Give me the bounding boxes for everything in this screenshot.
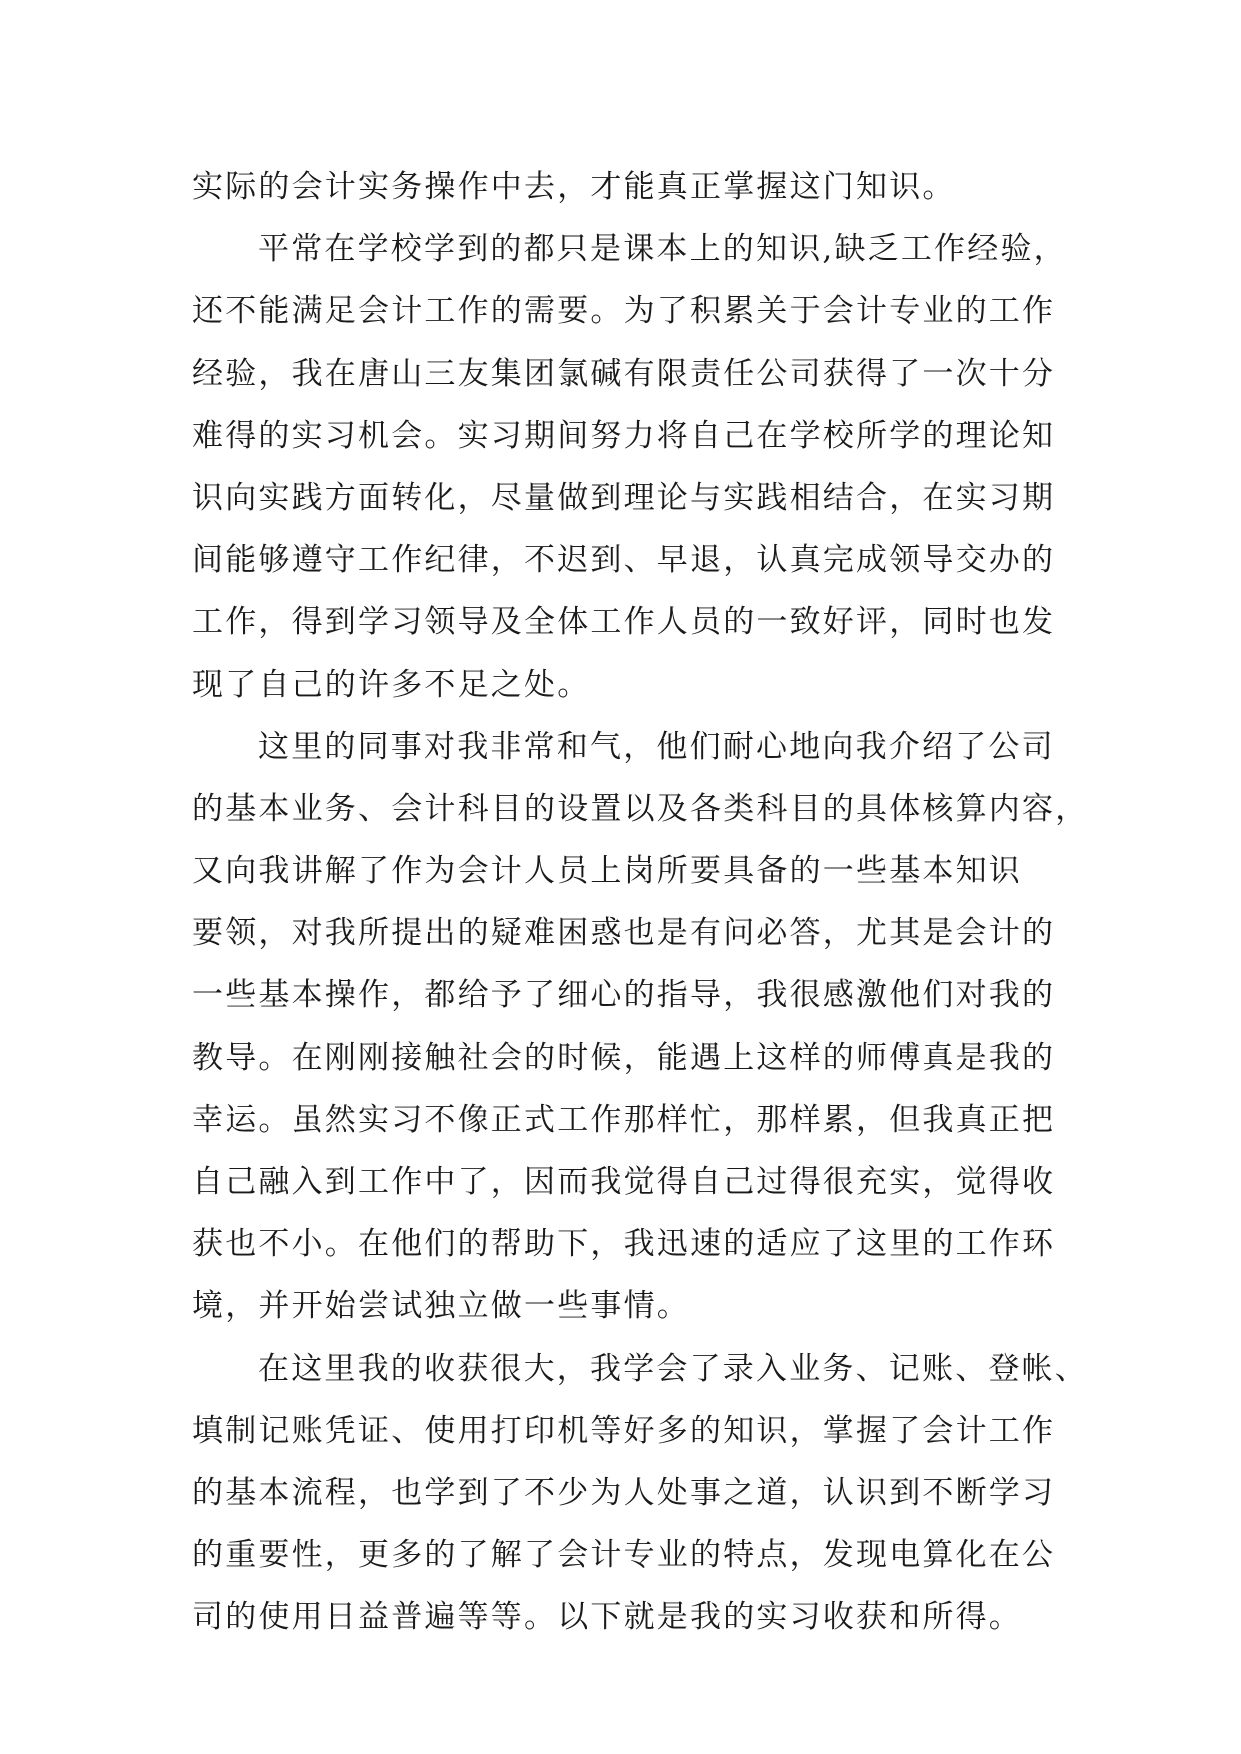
- text-line: 境，并开始尝试独立做一些事情。: [192, 1288, 690, 1325]
- paragraph-start-line: 平常在学校学到的都只是课本上的知识,缺乏工作经验，: [258, 231, 1067, 268]
- text-line: 的基本流程，也学到了不少为人处事之道，认识到不断学习: [192, 1474, 1056, 1511]
- text-line: 间能够遵守工作纪律，不迟到、早退，认真完成领导交办的: [192, 542, 1056, 579]
- text-line: 填制记账凭证、使用打印机等好多的知识，掌握了会计工作: [192, 1412, 1056, 1449]
- document-body: [192, 156, 1089, 1649]
- text-line: 的基本业务、会计科目的设置以及各类科目的具体核算内容，: [192, 790, 1089, 827]
- text-line: 获也不小。在他们的帮助下，我迅速的适应了这里的工作环: [192, 1226, 1056, 1263]
- text-line: 现了自己的许多不足之处。: [192, 666, 591, 703]
- text-line: 工作，得到学习领导及全体工作人员的一致好评，同时也发: [192, 604, 1056, 641]
- paragraph-start-line: 这里的同事对我非常和气，他们耐心地向我介绍了公司: [258, 728, 1055, 765]
- text-line: 教导。在刚刚接触社会的时候，能遇上这样的师傅真是我的: [192, 1039, 1056, 1076]
- text-line: 经验，我在唐山三友集团氯碱有限责任公司获得了一次十分: [192, 355, 1056, 392]
- text-line: 幸运。虽然实习不像正式工作那样忙，那样累，但我真正把: [192, 1101, 1056, 1138]
- text-line: 要领，对我所提出的疑难困惑也是有问必答，尤其是会计的: [192, 915, 1056, 952]
- text-line: 司的使用日益普遍等等。以下就是我的实习收获和所得。: [192, 1599, 1022, 1636]
- text-line: 识向实践方面转化，尽量做到理论与实践相结合，在实习期: [192, 479, 1056, 516]
- text-line: 难得的实习机会。实习期间努力将自己在学校所学的理论知: [192, 417, 1056, 454]
- text-line: 实际的会计实务操作中去，才能真正掌握这门知识。: [192, 169, 956, 205]
- text-line: 自己融入到工作中了，因而我觉得自己过得很充实，觉得收: [192, 1164, 1056, 1200]
- text-line: 又向我讲解了作为会计人员上岗所要具备的一些基本知识: [192, 853, 1022, 890]
- text-line: 还不能满足会计工作的需要。为了积累关于会计专业的工作: [192, 293, 1056, 330]
- paragraph-start-line: 在这里我的收获很大，我学会了录入业务、记账、登帐、: [258, 1350, 1088, 1387]
- text-line: 的重要性，更多的了解了会计专业的特点，发现电算化在公: [192, 1537, 1056, 1574]
- text-line: 一些基本操作，都给予了细心的指导，我很感激他们对我的: [192, 977, 1056, 1014]
